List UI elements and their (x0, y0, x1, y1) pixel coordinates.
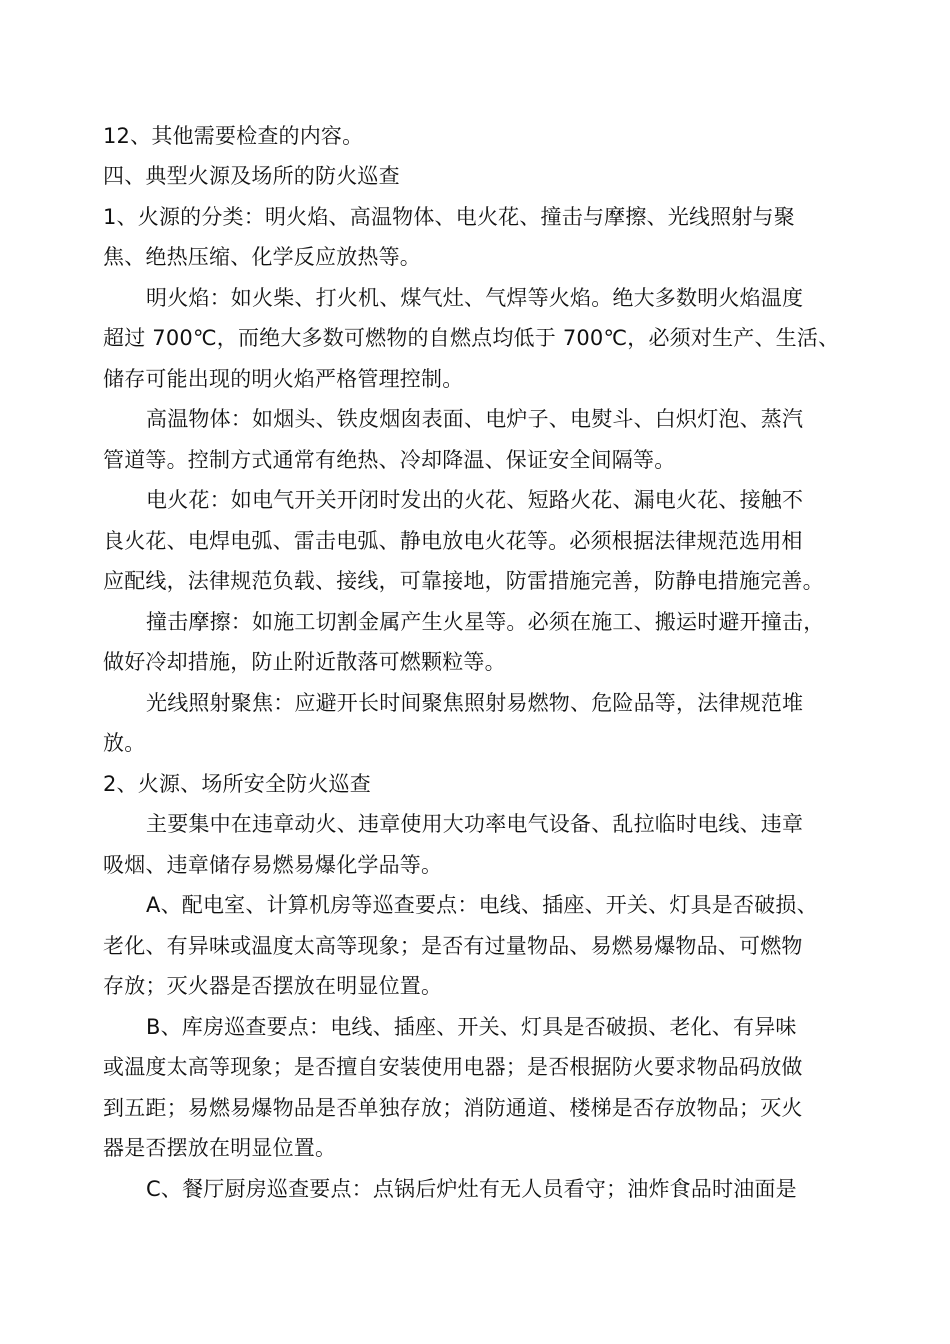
text-line: 老化、有异味或温度太高等现象；是否有过量物品、易燃易爆物品、可燃物 (103, 934, 803, 958)
text-line: 做好冷却措施，防止附近散落可燃颗粒等。 (103, 650, 506, 674)
paragraph-start: 主要集中在违章动火、违章使用大功率电气设备、乱拉临时电线、违章 (146, 812, 804, 836)
paragraph-start: C、餐厅厨房巡查要点：点锅后炉灶有无人员看守；油炸食品时油面是 (146, 1177, 797, 1201)
paragraph-start: 光线照射聚焦：应避开长时间聚焦照射易燃物、危险品等，法律规范堆 (146, 691, 804, 715)
text-line: 储存可能出现的明火焰严格管理控制。 (103, 367, 464, 391)
text-line: 吸烟、违章储存易燃易爆化学品等。 (103, 853, 443, 877)
paragraph-start: B、库房巡查要点：电线、插座、开关、灯具是否破损、老化、有异味 (146, 1015, 797, 1039)
paragraph-start: 高温物体：如烟头、铁皮烟囱表面、电炉子、电熨斗、白炽灯泡、蒸汽 (146, 407, 804, 431)
paragraph-start: A、配电室、计算机房等巡查要点：电线、插座、开关、灯具是否破损、 (146, 893, 818, 917)
text-line: 管道等。控制方式通常有绝热、冷却降温、保证安全间隔等。 (103, 448, 676, 472)
text-line: 存放；灭火器是否摆放在明显位置。 (103, 974, 443, 998)
text-line: 超过 700℃，而绝大多数可燃物的自燃点均低于 700℃，必须对生产、生活、 (103, 326, 840, 350)
text-line: 1、火源的分类：明火焰、高温物体、电火花、撞击与摩擦、光线照射与聚 (103, 205, 795, 229)
text-line: 应配线，法律规范负载、接线，可靠接地，防雷措施完善，防静电措施完善。 (103, 569, 824, 593)
paragraph-start: 撞击摩擦：如施工切割金属产生火星等。必须在施工、搬运时避开撞击， (146, 610, 825, 634)
text-line: 器是否摆放在明显位置。 (103, 1136, 337, 1160)
text-line: 焦、绝热压缩、化学反应放热等。 (103, 245, 421, 269)
text-line: 12、其他需要检查的内容。 (103, 124, 364, 148)
text-line: 放。 (103, 731, 146, 755)
section-heading: 四、典型火源及场所的防火巡查 (103, 164, 400, 188)
section-heading: 2、火源、场所安全防火巡查 (103, 772, 371, 796)
paragraph-start: 明火焰：如火柴、打火机、煤气灶、气焊等火焰。绝大多数明火焰温度 (146, 286, 804, 310)
text-line: 到五距；易燃易爆物品是否单独存放；消防通道、楼梯是否存放物品；灭火 (103, 1096, 803, 1120)
text-line: 或温度太高等现象；是否擅自安装使用电器；是否根据防火要求物品码放做 (103, 1055, 803, 1079)
paragraph-start: 电火花：如电气开关开闭时发出的火花、短路火花、漏电火花、接触不 (146, 488, 804, 512)
text-line: 良火花、电焊电弧、雷击电弧、静电放电火花等。必须根据法律规范选用相 (103, 529, 803, 553)
